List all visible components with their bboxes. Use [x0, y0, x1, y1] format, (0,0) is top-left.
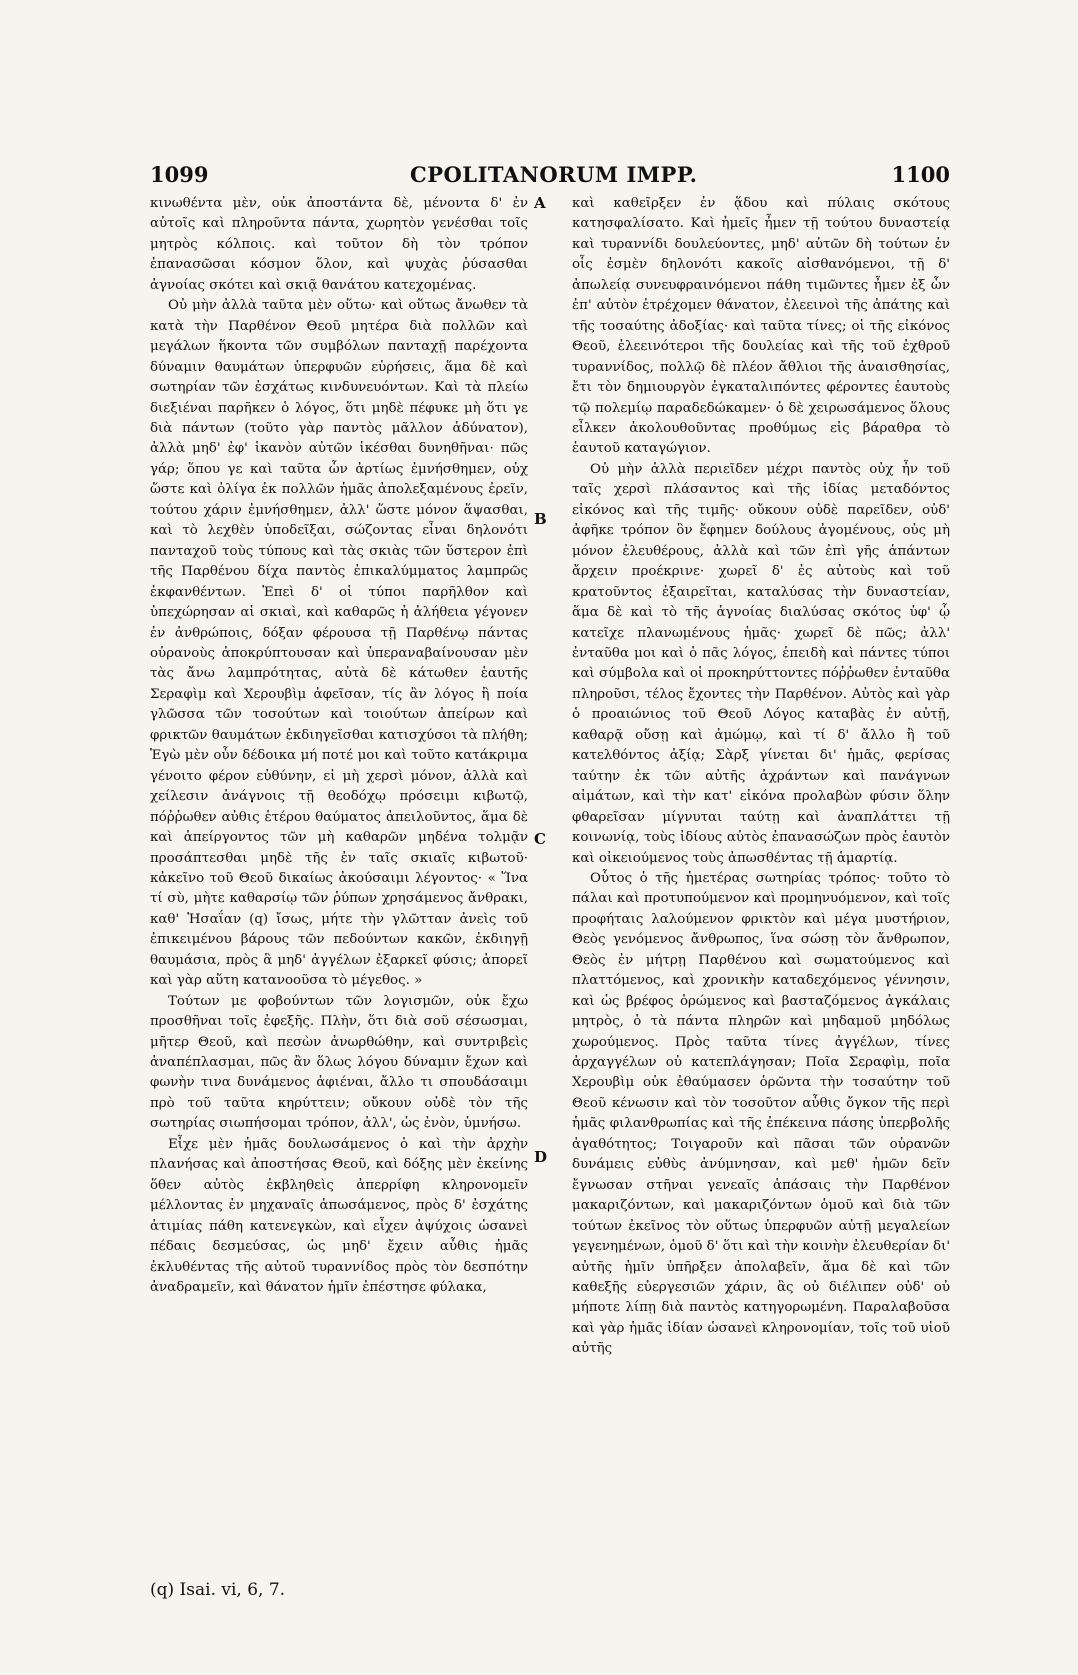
- right-paragraph: Οὐ μὴν ἀλλὰ περιεῖδεν μέχρι παντὸς οὐχ ἦν τοῦ ταῖς χερσὶ πλάσαντος καὶ τῆς ἰδίας μεταδόντος εἰκόνος καὶ τῆς τιμῆς· οὔκουν οὐδὲ παρεῖδεν, οὐδ' ἀφῆκε τρόπον ὃν ἔφημεν δούλους ἀγομένους, οὐς μὴ μόνον ἐλευθέρους, ἀλλὰ καὶ τῶν ἐπὶ γῆς ἁπάντων ἄρχειν προέκρινε· χωρεῖ δ' ἐς αὐτοὺς καὶ τοῦ κρατοῦντος ἐξαιρεῖται, καταλύσας τὴν δυναστείαν, ἅμα δὲ καὶ τὸ τῆς ἀγνοίας διαλύσας σκότος ὑφ' ᾧ κατεῖχε πλανωμένους ἡμᾶς· χωρεῖ δὲ πῶς; ἀλλ' ἐνταῦθα μοι καὶ ὁ πᾶς λόγος, ἐπειδὴ καὶ πάντες τύποι καὶ σύμβολα καὶ οἱ προκηρύττοντες πόῤῥωθεν ἐνταῦθα πληροῦσι, τέλος ἔχοντες τὴν Παρθένον. Αὐτὸς καὶ γὰρ ὁ προαιώνιος τοῦ Θεοῦ Λόγος καταβὰς ἐν αὐτῇ, καθαρᾷ οὔσῃ καὶ ἀμώμῳ, καὶ τί δ' ἄλλο ἢ τοῦ κατελθόντος ἀξίᾳ; Σὰρξ γίνεται δι' ἡμᾶς, φερίσας ταύτην ἐκ τῶν αὐτῆς ἀχράντων καὶ πανάγνων αἱμάτων, καὶ τὴν κατ' εἰκόνα προλαβὼν φύσιν ὅλην φθαρεῖσαν μίγνυται ταύτῃ καὶ ἀναπλάττει τῇ κοινωνίᾳ, τοὺς ἰδίους αὐτὸς ἐπανασώζων πρὸς ἑαυτὸν καὶ οἰκειούμενος τοὺς ἀπωσθέντας τῇ ἁμαρτίᾳ.: [572, 461, 950, 866]
- right-paragraph: καὶ καθεῖρξεν ἐν ᾅδου καὶ πύλαις σκότους κατησφαλίσατο. Καὶ ἡμεῖς ἦμεν τῇ τούτου δυναστείᾳ καὶ τυραννίδι δουλεύοντες, μηδ' αὐτῶν δὴ τούτων ἐν οἷς ἐσμὲν δηλονότι κακοῖς αἰσθανόμενοι, τῇ δ' ἀπωλείᾳ συνευφραινόμενοι πάθη τιμῶντες ἦμεν ἐξ ὧν ἐπ' αὐτὸν ἐτρέχομεν θάνατον, ἐλεεινοὶ τῆς ἀπάτης καὶ τῆς τοσαύτης ἀδοξίας· καὶ ταῦτα τίνες; οἱ τῆς εἰκόνος Θεοῦ, ἐλεεινότεροι τῆς δουλείας καὶ τῆς τοῦ ἐχθροῦ τυραννίδος, πολλῷ δὲ πλέον ἄθλιοι τῆς ἀναισθησίας, ἔτι τὸν δημιουργὸν ἐγκαταλιπόντες φέροντες ἑαυτοὺς τῷ πολεμίῳ παραδεδώκαμεν· ὁ δὲ χειρωσάμενος ὅλους εἶλκεν ἀκολουθοῦντας προθύμως εἰς βάραθρα τὸ ἑαυτοῦ καταγώγιον.: [572, 196, 950, 457]
- section-marker-d: D: [534, 1148, 548, 1166]
- section-marker-a: A: [534, 194, 546, 212]
- section-marker-c: C: [534, 830, 546, 848]
- left-paragraph: Εἶχε μὲν ἡμᾶς δουλωσάμενος ὁ καὶ τὴν ἀρχὴν πλανήσας καὶ ἀποστήσας Θεοῦ, καὶ δόξης μὲν ἐκείνης ὅθεν αὐτὸς ἐκβληθεὶς ἀπερρίφη κληρονομεῖν μέλλοντας ἐν μηχαναῖς ἀπωσάμενος, πρὸς δ' ἐσχάτης ἀτιμίας πάθη κατενεγκὼν, καὶ εἶχεν ἀψύχοις ὡσανεὶ πέδαις δεσμεύσας, ὡς μηδ' ἔχειν αὖθις ἡμᾶς ἐκλυθέντας τῆς αὐτοῦ τυραννίδος πρὸς τὸν δεσπότην ἀναδραμεῖν, καὶ θάνατον ἡμῖν ἐπέστησε φύλακα,: [150, 1136, 528, 1296]
- left-paragraph: κινωθέντα μὲν, οὐκ ἀποστάντα δὲ, μένοντα δ' ἐν αὐτοῖς καὶ πληροῦντα πάντα, χωρητὸν γενέσθαι τοῖς μητρὸς κόλποις. καὶ τοῦτον δὴ τὸν τρόπον ἐπανασῶσαι κόσμον ὅλον, καὶ ψυχὰς ῥύσασθαι ἀγνοίας σκότει καὶ σκιᾷ θανάτου κατεχομένας.: [150, 196, 528, 293]
- page-number-left: 1099: [150, 162, 209, 187]
- left-paragraph: Τούτων με φοβούντων τῶν λογισμῶν, οὐκ ἔχω προσθῆναι τοῖς ἐφεξῆς. Πλὴν, ὅτι διὰ σοῦ σέσωσμαι, μῆτερ Θεοῦ, καὶ πεσὼν ἀνωρθώθην, καὶ συντριβεὶς ἀναπέπλασμαι, πῶς ἂν ὅλως λόγου δύναμιν ἔχων καὶ φωνὴν τινα δυνάμενος ἀφιέναι, ἄλλο τι σπουδάσαιμι πρὸ τοῦ ταῦτα κηρύττειν; οὔκουν οὐδὲ τὸν τῆς σωτηρίας σιωπήσομαι τρόπον, ἀλλ', ὡς ἐνὸν, ὑμνήσω.: [150, 993, 528, 1132]
- section-marker-b: B: [534, 510, 547, 528]
- left-column: [150, 194, 528, 1569]
- page-number-right: 1100: [891, 162, 950, 187]
- running-header: [150, 162, 950, 192]
- right-paragraph: Οὗτος ὁ τῆς ἡμετέρας σωτηρίας τρόπος· τοῦτο τὸ πάλαι καὶ προτυπούμενον καὶ προμηνυόμενον, καὶ τοῖς προφήταις λαλούμενον φρικτὸν καὶ μέγα μυστήριον, Θεὸς γενόμενος ἄνθρωπος, ἵνα σώσῃ τὸν ἄνθρωπον, Θεὸς ἐν μήτρῃ Παρθένου καὶ σωματούμενος καὶ πλαττόμενος, καὶ χρονικὴν καταδεχόμενος γέννησιν, καὶ ὡς βρέφος ὁρώμενος καὶ βασταζόμενος ἀγκάλαις μητρὸς, ὁ τὰ πάντα πληρῶν καὶ μηδαμοῦ μηδόλως χωρούμενος. Πρὸς ταῦτα τίνες ἀγγέλων, τίνες ἀρχαγγέλων οὐ κατεπλάγησαν; Ποῖα Σεραφὶμ, ποῖα Χερουβὶμ οὐκ ἐθαύμασεν ὁρῶντα τὴν τοσαύτην τοῦ Θεοῦ κένωσιν καὶ τὸν τοσοῦτον αὖθις ὄγκον τῆς περὶ ἡμᾶς φιλανθρωπίας καὶ τῆς ἐπέκεινα πάσης ὑπερβολῆς ἀγαθότητος; Τοιγαροῦν καὶ πᾶσαι τῶν οὐρανῶν δυνάμεις εὐθὺς ἀνύμνησαν, καὶ μεθ' ἡμῶν δεῖν ἔγνωσαν στῆναι γενεαῖς ἁπάσαις τὴν Παρθένον μακαριζόντων, καὶ μακαριζόντων ὁμοῦ καὶ διὰ τῶν τούτων ἐκεῖνος τὸν οὕτως ὑπερφυῶν αὐτῇ μεγαλείων γεγενημένων, ὁμοῦ δ' ὅτι καὶ τὴν κοινὴν ἐλευθερίαν δι' αὐτῆς ἡμῖν ὑπῆρξεν ἀπολαβεῖν, ἅμα δὲ καὶ τῶν καθεξῆς εὐεργεσιῶν χάριν, ἃς οὐ διέλιπεν οὐδ' οὐ μήποτε λίπῃ διὰ παντὸς κατηγορωμένη. Παραλαβοῦσα καὶ γὰρ ἡμᾶς ἰδίαν ὡσανεὶ κληρονομίαν, τοῖς τοῦ υἱοῦ αὐτῆς: [572, 870, 950, 1357]
- left-paragraph: Οὐ μὴν ἀλλὰ ταῦτα μὲν οὕτω· καὶ οὕτως ἄνωθεν τὰ κατὰ τὴν Παρθένον Θεοῦ μητέρα διὰ πολλῶν καὶ μεγάλων ἥκοντα τῶν συμβόλων πανταχῇ παρέχοντα δύναμιν θαυμάτων ὑπερφυῶν εὑρήσεις, ἅμα δὲ καὶ σωτηρίαν τῶν ἐσχάτως κινδυνευόντων. Καὶ τὰ πλείω διεξιέναι παρῆκεν ὁ λόγος, ὅτι μηδὲ πέφυκε μὴ ὅτι γε διὰ πάντων (τοῦτο γὰρ παντὸς μᾶλλον ἀδύνατον), ἀλλὰ μηδ' ἐφ' ἱκανὸν αὐτῶν ἱκέσθαι δυνηθῆναι· πῶς γάρ; ὅπου γε καὶ ταῦτα ὧν ἀρτίως ἐμνήσθημεν, οὐχ ὥστε καὶ ὀλίγα ἐκ πολλῶν ἡμᾶς ἀπολεξαμένους ἐρεῖν, τούτου χάριν ἐμνήσθημεν, ἀλλ' ὥστε μόνον ἅψασθαι, καὶ τὸ λεχθὲν ὑποδεῖξαι, σώζοντας εἶναι δηλονότι πανταχοῦ τοὺς τύπους καὶ τὰς σκιὰς τῶν ὕστερον ἐπὶ τῆς Παρθένου δίχα παντὸς ἐπικαλύμματος λαμπρῶς ἐκφανθέντων. Ἐπεὶ δ' οἱ τύποι παρῆλθον καὶ ὑπεχώρησαν αἱ σκιαὶ, καὶ καθαρῶς ἡ ἀλήθεια γέγονεν ἐν ἀνθρώποις, δόξαν φέρουσα τῇ Παρθένῳ πάντας οὐρανοὺς ἀποκρύπτουσαν καὶ ὑπεραναβαίνουσαν μὲν τὰς ἄνω λαμπρότητας, αὐτὰ δὲ κάτωθεν ἑαυτῆς Σεραφὶμ καὶ Χερουβὶμ ἀφεῖσαν, τίς ἂν λόγος ἢ ποία γλῶσσα τῶν τοσούτων καὶ τοιούτων ἀπείρων καὶ φρικτῶν θαυμάτων ἐκδιηγεῖσθαι κατισχύσοι τὰ πλήθη; Ἐγὼ μὲν οὖν δέδοικα μή ποτέ μοι καὶ τοῦτο κατάκριμα γένοιτο φέρον εὐθύνην, εἰ μὴ χερσὶ μόνον, ἀλλὰ καὶ χείλεσιν ἀνάγνοις τῇ θεοδόχῳ πρόσειμι κιβωτῷ, πόῤῥωθεν αὐθις ἑτέρου θαύματος ἀπειλοῦντος, ἅμα δὲ καὶ ἀπείργοντος τῶν μὴ καθαρῶν μηδένα τολμᾷν προσάπτεσθαι μηδὲ τῆς ἐν ταῖς σκιαῖς κιβωτοῦ· κἀκεῖνο τοῦ Θεοῦ δικαίως ἀκούσαιμι λέγοντος· « Ἵνα τί σὺ, μὴτε καθαρσίῳ τῶν ῥύπων χρησάμενος ἄνθρακι, καθ' Ἡσαΐαν (q) ἴσως, μήτε τὴν γλῶτταν ἀνεὶς τοῦ ἐπικειμένου βάρους τῶν πεδούντων κακῶν, ἐκδιηγῇ θαυμάσια, πρὸς ἃ μηδ' ἀγγέλων ἐξαρκεῖ φύσις; ἀπορεῖ καὶ γὰρ αὕτη κατανοοῦσα τὸ μέγεθος. »: [150, 298, 528, 989]
- right-column: [572, 194, 950, 1569]
- footnote: (q) Isai. vi, 6, 7.: [150, 1580, 286, 1600]
- running-title: CPOLITANORUM IMPP.: [410, 162, 698, 187]
